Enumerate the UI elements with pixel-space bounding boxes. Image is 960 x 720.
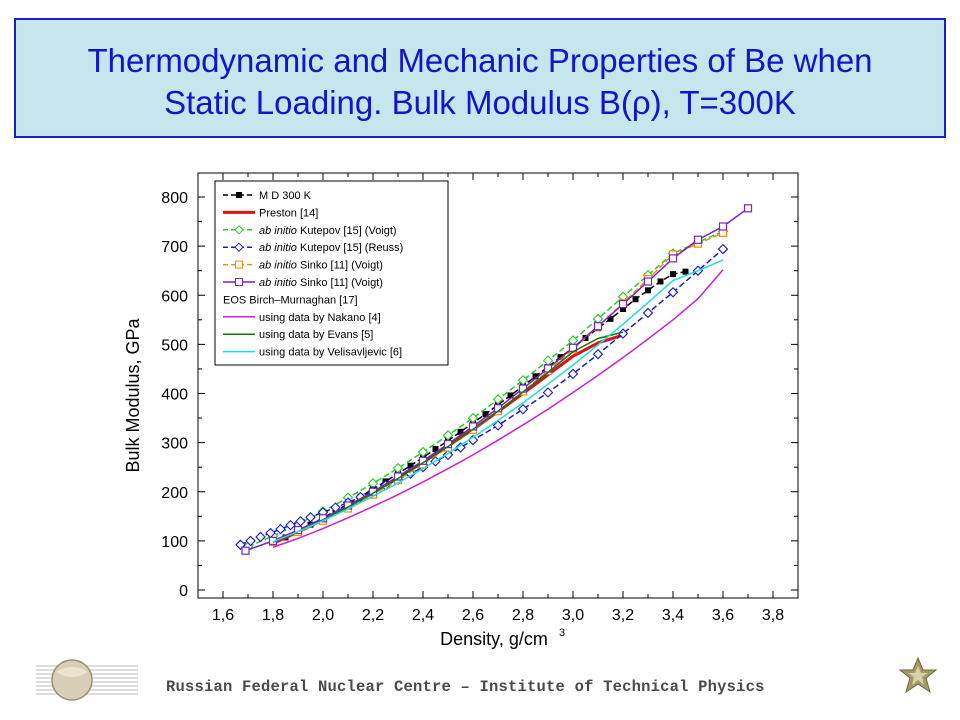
- legend-label: using data by Nakano [4]: [259, 311, 381, 324]
- legend-label: [259, 225, 397, 237]
- legend-label-rest: Kutepov [15] (Reuss): [296, 242, 404, 255]
- title-line-1: Thermodynamic and Mechanic Properties of Be when: [87, 42, 873, 79]
- data-point: [645, 278, 652, 285]
- data-point: [745, 205, 752, 212]
- y-tick-label: 800: [161, 190, 188, 207]
- legend-marker: [236, 192, 242, 198]
- legend-label: EOS Birch–Murnaghan [17]: [223, 294, 358, 307]
- data-point: [695, 236, 702, 243]
- y-tick-label: 300: [161, 435, 188, 453]
- legend-label-italic: ab initio: [259, 259, 297, 272]
- legend: [215, 181, 448, 365]
- x-tick-label: 3,4: [661, 607, 685, 624]
- data-point: [670, 271, 676, 277]
- institute-logo-icon: [34, 656, 140, 704]
- data-point: [595, 323, 602, 330]
- legend-label-italic: ab initio: [259, 277, 297, 289]
- x-axis-label: Density, g/cm: [440, 629, 548, 649]
- y-tick-label: 0: [179, 583, 188, 600]
- x-tick-label: 3,0: [561, 607, 585, 624]
- title-line-2: Static Loading. Bulk Modulus B(ρ), T=300K: [164, 84, 796, 121]
- y-tick-label: 500: [161, 337, 188, 355]
- x-tick-label: 1,8: [261, 607, 285, 624]
- legend-marker: [236, 279, 243, 286]
- data-point: [720, 223, 727, 230]
- legend-marker: [236, 261, 243, 268]
- y-tick-label: 700: [161, 239, 188, 257]
- star-emblem-icon: [898, 656, 938, 696]
- data-point: [645, 287, 651, 293]
- legend-label: Preston [14]: [259, 207, 319, 220]
- legend-label-italic: ab initio: [259, 242, 297, 255]
- x-tick-label: 2,8: [511, 607, 535, 624]
- y-tick-label: 100: [161, 533, 188, 551]
- legend-label-italic: ab initio: [259, 224, 297, 237]
- y-axis-label: Bulk Modulus, GPa: [123, 318, 143, 473]
- data-point: [633, 296, 639, 302]
- legend-label: using data by Evans [5]: [259, 329, 374, 342]
- x-tick-label: 3,2: [611, 607, 635, 624]
- footer-text: Russian Federal Nuclear Centre – Institute of Technical Physics: [166, 678, 765, 696]
- data-point: [242, 547, 249, 554]
- legend-label-rest: Sinko [11] (Voigt): [296, 259, 383, 272]
- x-tick-label: 1,6: [211, 607, 235, 624]
- legend-label: [259, 260, 383, 272]
- data-point: [658, 278, 664, 284]
- x-tick-label: 2,6: [461, 607, 485, 624]
- y-tick-label: 600: [161, 288, 188, 306]
- legend-label-rest: Kutepov [15] (Voigt): [296, 224, 397, 237]
- y-tick-label: 200: [161, 484, 188, 502]
- x-tick-label: 2,4: [411, 607, 435, 624]
- x-tick-label: 3,8: [761, 607, 785, 624]
- x-tick-label: 2,2: [361, 607, 385, 624]
- legend-label: M D 300 K: [259, 190, 311, 202]
- data-point: [670, 255, 677, 262]
- y-tick-label: 400: [161, 386, 188, 404]
- legend-label: using data by Velisavljevic [6]: [259, 346, 403, 359]
- x-tick-label: 2,0: [311, 607, 335, 624]
- legend-label: [259, 242, 403, 254]
- data-point: [683, 269, 689, 275]
- data-point: [620, 301, 627, 308]
- x-tick-label: 3,6: [711, 607, 735, 624]
- legend-label-rest: Sinko [11] (Voigt): [296, 277, 383, 289]
- x-axis-label-superscript: 3: [559, 627, 566, 639]
- legend-label: [259, 277, 383, 289]
